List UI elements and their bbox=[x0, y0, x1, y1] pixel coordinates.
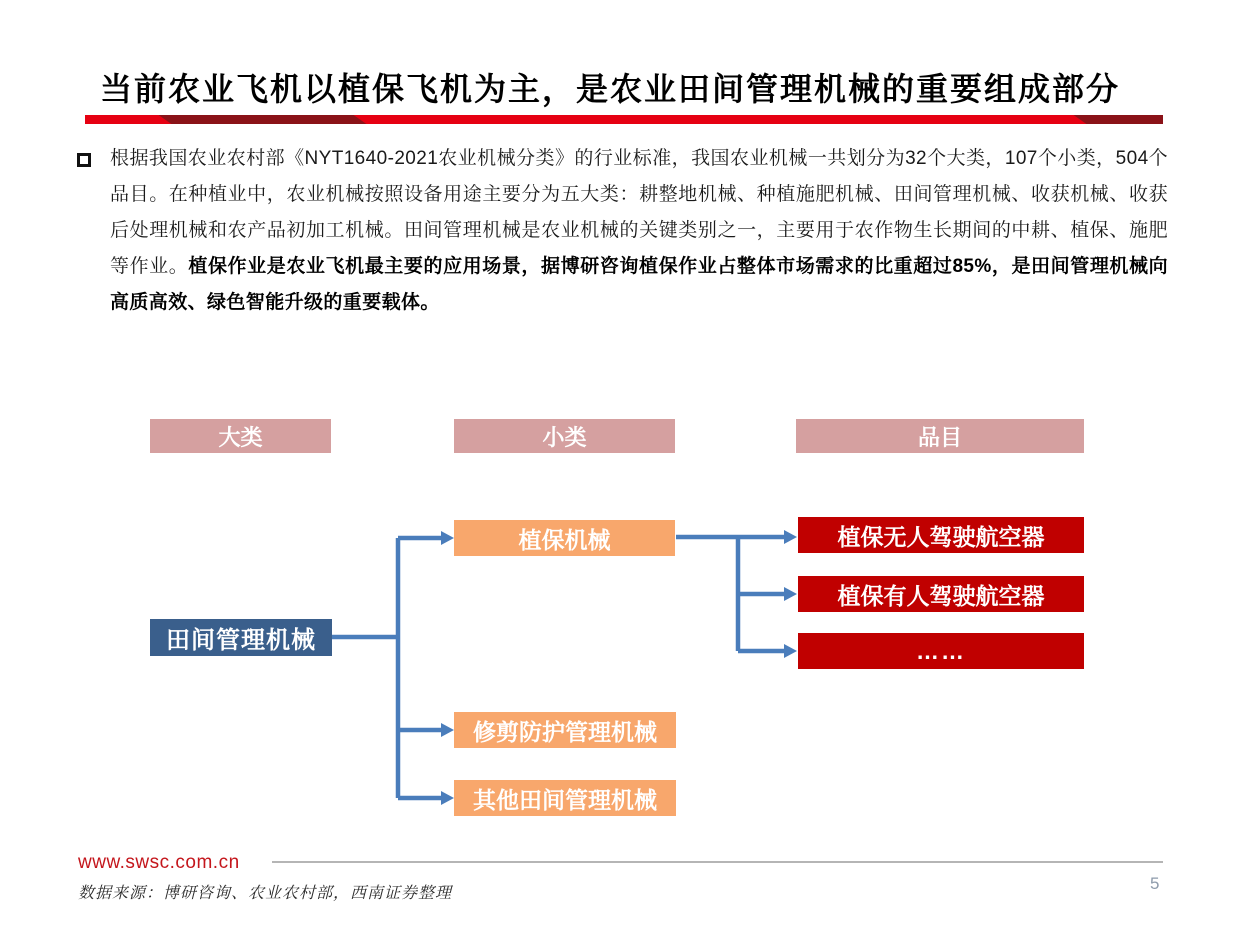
column-header-major-category: 大类 bbox=[150, 419, 331, 453]
node-plant-protection-machinery: 植保机械 bbox=[454, 520, 675, 556]
node-field-management-machinery: 田间管理机械 bbox=[150, 619, 332, 656]
node-other-field-machinery: 其他田间管理机械 bbox=[454, 780, 676, 816]
footer-data-source: 数据来源：博研咨询、农业农村部，西南证券整理 bbox=[78, 885, 453, 902]
column-header-sub-category: 小类 bbox=[454, 419, 675, 453]
node-unmanned-aircraft: 植保无人驾驶航空器 bbox=[798, 517, 1084, 553]
footer-website: www.swsc.com.cn bbox=[78, 852, 240, 873]
node-ellipsis: …… bbox=[798, 633, 1084, 669]
page-number: 5 bbox=[1150, 874, 1160, 893]
page-title: 当前农业飞机以植保飞机为主，是农业田间管理机械的重要组成部分 bbox=[100, 71, 1121, 107]
column-header-item: 品目 bbox=[796, 419, 1084, 453]
node-pruning-protection-machinery: 修剪防护管理机械 bbox=[454, 712, 676, 748]
node-manned-aircraft: 植保有人驾驶航空器 bbox=[798, 576, 1084, 612]
footer-divider-line bbox=[272, 861, 1163, 863]
body-text-bold: 植保作业是农业飞机最主要的应用场景，据博研咨询植保作业占整体市场需求的比重超过85%，是田间管理机械向高质高效、绿色智能升级的重要载体。 bbox=[110, 256, 1168, 313]
body-text-normal: 根据我国农业农村部《NYT1640-2021农业机械分类》的行业标准，我国农业机械一共划分为32个大类，107个小类，504个品目。在种植业中，农业机械按照设备用途主要分为五大类：耕整地机械、种植施肥机械、田间管理机械、收获机械、收获后处理机械和农产品初加工机械。田间管理机械是农业机械的关键类别之一，主要用于农作物生长期间的中耕、植保、施肥等作业。 bbox=[110, 148, 1168, 277]
